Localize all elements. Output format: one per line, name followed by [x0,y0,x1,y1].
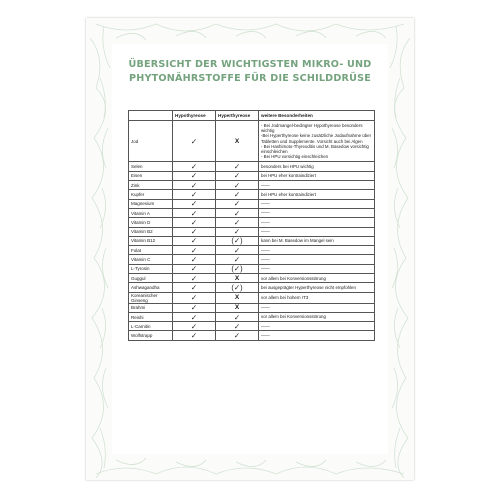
table-row [129,255,375,264]
notes-cell: —— [259,331,375,340]
nutrient-name: L-Carnitin [129,322,173,331]
hypothyreose-mark: ✓ [173,255,216,264]
hypothyreose-mark: ✓ [173,218,216,227]
notes-cell: —— [259,264,375,273]
nutrient-name: Wolfstrapp [129,331,173,340]
hypothyreose-mark: ✓ [173,199,216,208]
hyperthyreose-mark: X [216,292,259,303]
hyperthyreose-mark: X [216,273,259,282]
table-row [129,303,375,312]
table-row [129,312,375,321]
hyperthyreose-mark: ✓ [216,181,259,190]
notes-cell: —— [259,181,375,190]
hypothyreose-mark: ✓ [173,236,216,245]
hyperthyreose-mark: X [216,303,259,312]
table-row [129,292,375,303]
hypothyreose-mark: ✓ [173,208,216,217]
nutrient-name: L-Tyrosin [129,264,173,273]
notes-cell: —— [259,208,375,217]
nutrient-name: Vitamin B2 [129,227,173,236]
hyperthyreose-mark: ✓ [216,171,259,180]
table-row [129,199,375,208]
nutrient-name: Magnesium [129,199,173,208]
hyperthyreose-mark: ✓ [216,312,259,321]
header-hyperthyreose: Hyperthyreose [216,111,259,121]
header-notes: weitere Besonderheiten [259,111,375,121]
table-row [129,171,375,180]
nutrient-name: Vitamin B12 [129,236,173,245]
hyperthyreose-mark: ✓ [216,190,259,199]
table-row [129,273,375,282]
hyperthyreose-mark: ✓ [216,246,259,255]
nutrient-name: Jod [129,121,173,162]
table-row [129,121,375,162]
hypothyreose-mark: ✓ [173,331,216,340]
table-header-row [129,111,375,121]
table-row [129,162,375,171]
nutrient-name: Koreanischer Ginseng [129,292,173,303]
notes-cell: bei HPU eher kontraindiziert [259,171,375,180]
notes-cell: vor allem bei hohem rT3 [259,292,375,303]
hyperthyreose-mark: ✓ [216,199,259,208]
notes-cell: —— [259,199,375,208]
hypothyreose-mark: ✓ [173,264,216,273]
nutrient-name: Reishi [129,312,173,321]
content-panel [112,44,388,454]
nutrient-name: Eisen [129,171,173,180]
header-hypothyreose: Hypothyreose [173,111,216,121]
page-title: ÜBERSICHT DER WICHTIGSTEN MIKRO- UND PHYTONÄHRSTOFFE FÜR DIE SCHILDDRÜSE [128,59,372,84]
hyperthyreose-mark: ✓ [216,227,259,236]
notes-cell: —— [259,246,375,255]
hyperthyreose-mark: ✓ [216,255,259,264]
nutrient-name: Selen [129,162,173,171]
hypothyreose-mark: ✓ [173,190,216,199]
nutrient-name: Vitamin D [129,218,173,227]
notes-cell: vor allem bei Konversionsstörung [259,312,375,321]
notes-cell: vor allem bei Konversionsstörung [259,273,375,282]
table-row [129,283,375,292]
nutrient-name: Brahmi [129,303,173,312]
hypothyreose-mark: ✓ [173,283,216,292]
hyperthyreose-mark: (✓) [216,264,259,273]
table-row [129,236,375,245]
hyperthyreose-mark: ✓ [216,331,259,340]
table-row [129,181,375,190]
notes-cell: besonders bei HPU wichtig [259,162,375,171]
hyperthyreose-mark: (✓) [216,283,259,292]
hypothyreose-mark: ✓ [173,181,216,190]
notes-cell: —— [259,322,375,331]
nutrient-name: Zink [129,181,173,190]
hypothyreose-mark: ✓ [173,322,216,331]
notes-cell: bei HPU eher kontraindiziert [259,190,375,199]
notes-cell: —— [259,218,375,227]
hyperthyreose-mark: ✓ [216,208,259,217]
nutrient-name: Vitamin A [129,208,173,217]
hyperthyreose-mark: ✓ [216,322,259,331]
notes-cell: - Bei Jodmangel-bedingter Hypothyreose besonders wichtig -Bei Hyperthyreose keine zusätzliche Jodaufnahme über Tabletten und Supplemente. Vorsicht auch bei Algen - Bei Hashimoto-Thyreoditis und M. Basedow vorsichtig einschleichen - Bei HPU vorsichtig einschleichen [259,121,375,162]
nutrient-name: Kupfer [129,190,173,199]
table-row [129,208,375,217]
hyperthyreose-mark: X [216,121,259,162]
nutrient-name: Ashwagandha [129,283,173,292]
document-page [86,18,414,480]
hypothyreose-mark: ✓ [173,121,216,162]
nutrient-name: Guggul [129,273,173,282]
nutrient-name: Folat [129,246,173,255]
notes-cell: kann bei M. Basedow im Mangel sein [259,236,375,245]
notes-cell: —— [259,255,375,264]
hypothyreose-mark: ✓ [173,171,216,180]
table-row [129,322,375,331]
notes-cell: —— [259,303,375,312]
hypothyreose-mark: ✓ [173,303,216,312]
table-row [129,264,375,273]
notes-cell: bei ausgeprägter Hyperthyreose nicht empfohlen [259,283,375,292]
table-row [129,331,375,340]
table-row [129,246,375,255]
hypothyreose-mark: ✓ [173,312,216,321]
hyperthyreose-mark: ✓ [216,218,259,227]
table-row [129,218,375,227]
hypothyreose-mark: ✓ [173,162,216,171]
hypothyreose-mark: ✓ [173,273,216,282]
table-row [129,190,375,199]
hypothyreose-mark: ✓ [173,227,216,236]
notes-cell: —— [259,227,375,236]
header-name [129,111,173,121]
table-row [129,227,375,236]
nutrient-name: Vitamin C [129,255,173,264]
hypothyreose-mark: ✓ [173,292,216,303]
hyperthyreose-mark: (✓) [216,236,259,245]
hypothyreose-mark: ✓ [173,246,216,255]
nutrient-table [128,110,375,341]
hyperthyreose-mark: ✓ [216,162,259,171]
